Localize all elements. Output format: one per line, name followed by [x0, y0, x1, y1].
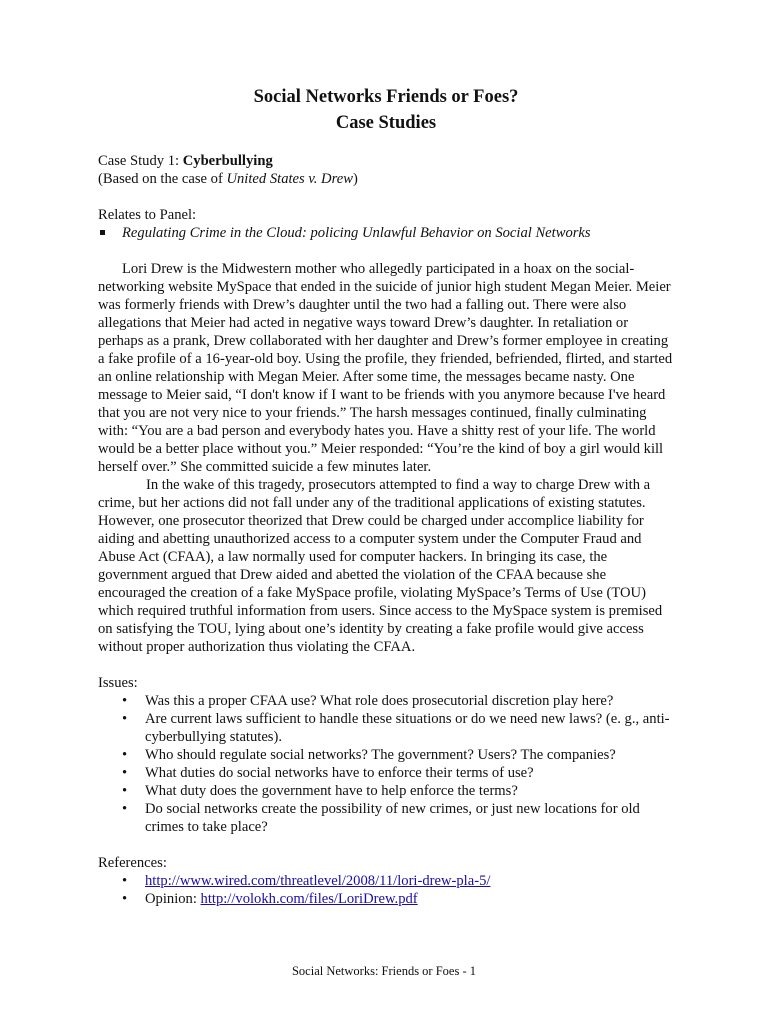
case-study-name: Cyberbullying	[182, 153, 273, 169]
body-paragraph-1: Lori Drew is the Midwestern mother who allegedly participated in a hoax on the social-networking website MySpace that ended in the suicide of junior high student Megan Meier. Meier was formerly friends with Drew’s daughter until the two had a falling out. There were also allegations that Meier had acted in negative ways toward Drew’s daughter. In retaliation or perhaps as a prank, Drew collaborated with her daughter and Drew’s former employee in creating a fake profile of a 16-year-old boy. Using the profile, they friended, befriended, flirted, and started an online relationship with Megan Meier. After some time, the messages became nasty. One message to Meier said, “I don't know if I want to be friends with you anymore because I've heard that you are not very nice to your friends.” The harsh messages continued, finally culminating with: “You are a bad person and everybody hates you. Have a shitty rest of your life. The world would be a better place without you.” Meier responded: “You’re the kind of boy a girl would kill herself over.” She committed suicide a few minutes later.	[98, 261, 673, 475]
case-study-label: Case Study 1:	[98, 153, 183, 169]
title-line-1: Social Networks Friends or Foes?	[253, 87, 519, 107]
wired-article-link[interactable]: http://www.wired.com/threatlevel/2008/11/lori-drew-pla-5/	[145, 873, 491, 889]
references-label: References:	[98, 855, 167, 871]
bullet-icon: •	[122, 693, 128, 709]
list-item: • Was this a proper CFAA use? What role does prosecutorial discretion play here?	[122, 693, 614, 709]
title-line-2: Case Studies	[335, 113, 437, 133]
list-item	[98, 872, 674, 890]
case-basis-suffix: )	[352, 171, 358, 187]
opinion-pdf-link[interactable]: http://volokh.com/files/LoriDrew.pdf	[200, 891, 418, 907]
list-item: • What duties do social networks have to enforce their terms of use?	[122, 765, 534, 781]
opinion-label: Opinion:	[145, 891, 201, 907]
bullet-icon: •	[122, 891, 128, 907]
list-item: • Do social networks create the possibility of new crimes, or just new locations for old crimes to take place?	[122, 801, 640, 835]
bullet-icon: •	[122, 711, 128, 727]
case-basis	[98, 170, 674, 188]
bullet-icon: •	[122, 783, 128, 799]
case-basis-prefix: (Based on the case of	[98, 171, 227, 187]
bullet-icon: •	[122, 873, 128, 889]
issues-list	[98, 692, 674, 836]
document-title	[98, 84, 674, 136]
list-item: • Are current laws sufficient to handle these situations or do we need new laws? (e. g., anti-cyberbullying statutes).	[122, 711, 670, 745]
bullet-icon: •	[122, 747, 128, 763]
case-name: United States v. Drew	[226, 171, 353, 187]
page-content	[98, 84, 674, 908]
list-item: • What duty does the government have to help enforce the terms?	[122, 783, 518, 799]
list-item: • Who should regulate social networks? The government? Users? The companies?	[122, 747, 616, 763]
case-study-heading	[98, 152, 674, 170]
panel-name: Regulating Crime in the Cloud: policing Unlawful Behavior on Social Networks	[122, 225, 591, 241]
panel-label: Relates to Panel:	[98, 207, 197, 223]
list-item	[98, 890, 674, 908]
panel-list-item	[98, 224, 674, 242]
references-list	[98, 872, 674, 908]
bullet-icon: •	[122, 801, 128, 817]
square-bullet-icon	[98, 224, 122, 242]
issues-label: Issues:	[98, 675, 138, 691]
bullet-icon: •	[122, 765, 128, 781]
body-paragraph-2: In the wake of this tragedy, prosecutors attempted to find a way to charge Drew with a crime, but her actions did not fall under any of the traditional applications of existing statutes. However, one prosecutor theorized that Drew could be charged under accomplice liability for aiding and abetting unauthorized access to a computer system under the Computer Fraud and Abuse Act (CFAA), a law normally used for computer hackers. In bringing its case, the government argued that Drew aided and abetted the violation of the CFAA because she encouraged the creation of a fake MySpace profile, violating MySpace’s Terms of Use (TOU) which required truthful information from users. Since access to the MySpace system is premised on satisfying the TOU, lying about one’s identity by creating a fake profile would give access without proper authorization thus violating the CFAA.	[98, 477, 663, 655]
page-footer: Social Networks: Friends or Foes - 1	[291, 964, 476, 978]
